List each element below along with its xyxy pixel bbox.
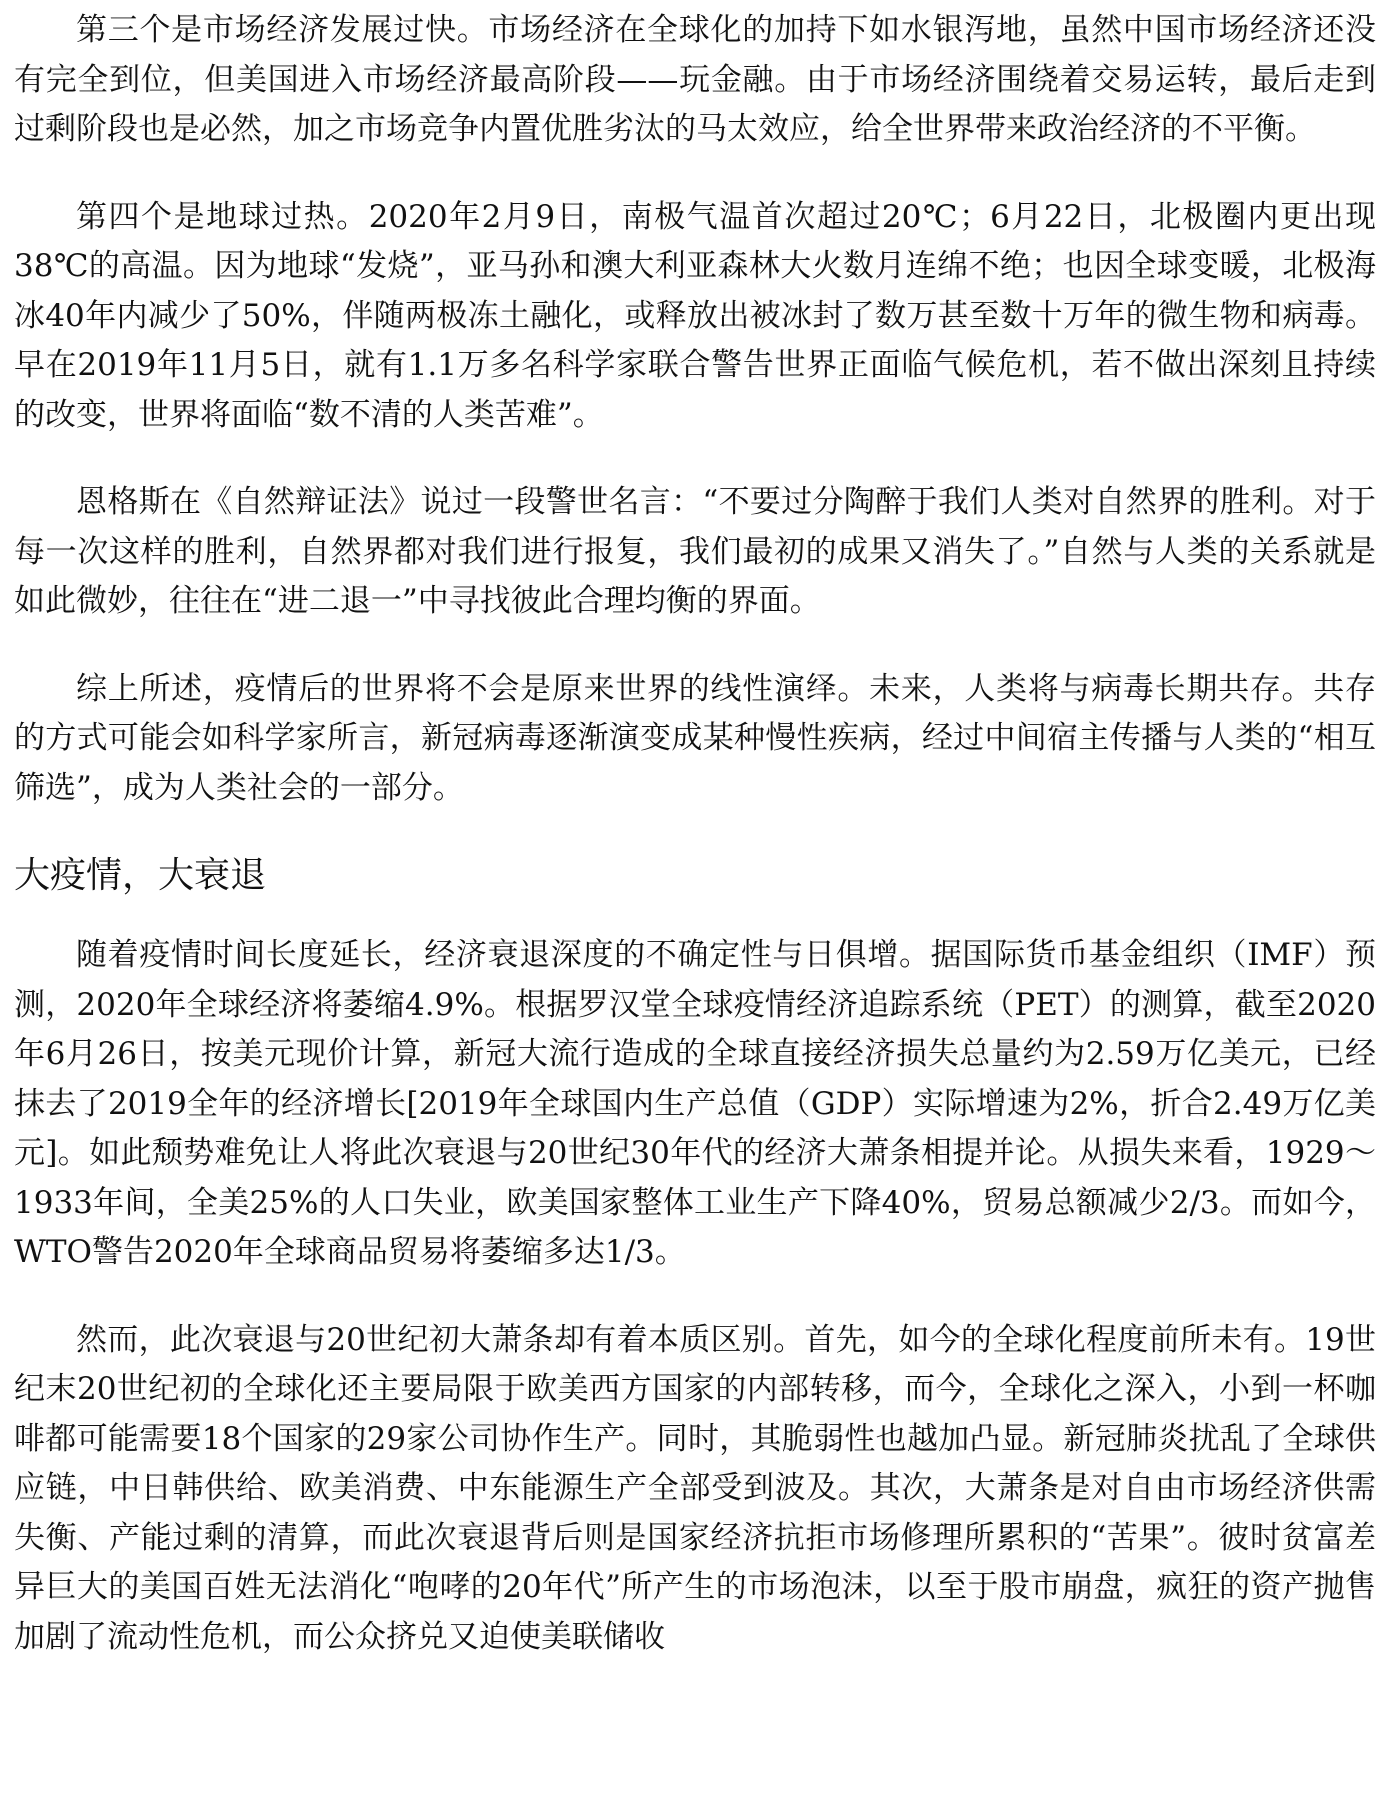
- document-page: [14, 6, 1376, 1700]
- paragraph-global-warming: 第四个是地球过热。2020年2月9日，南极气温首次超过20℃；6月22日，北极圈内更出现38℃的高温。因为地球“发烧”，亚马孙和澳大利亚森林大火数月连绵不绝；也因全球变暖，北极海冰40年内减少了50%，伴随两极冻土融化，或释放出被冰封了数万甚至数十万年的微生物和病毒。早在2019年11月5日，就有1.1万多名科学家联合警告世界正面临气候危机，若不做出深刻且持续的改变，世界将面临“数不清的人类苦难”。: [14, 198, 1376, 433]
- paragraph-engels-quote: 恩格斯在《自然辩证法》说过一段警世名言：“不要过分陶醉于我们人类对自然界的胜利。对于每一次这样的胜利，自然界都对我们进行报复，我们最初的成果又消失了。”自然与人类的关系就是如此微妙，往往在“进二退一”中寻找彼此合理均衡的界面。: [14, 484, 1376, 619]
- section-heading: 大疫情，大衰退: [14, 855, 267, 896]
- paragraph-summary: 综上所述，疫情后的世界将不会是原来世界的线性演绎。未来，人类将与病毒长期共存。共存的方式可能会如科学家所言，新冠病毒逐渐演变成某种慢性疾病，经过中间宿主传播与人类的“相互筛选”，成为人类社会的一部分。: [14, 670, 1376, 806]
- paragraph-market-economy: 第三个是市场经济发展过快。市场经济在全球化的加持下如水银泻地，虽然中国市场经济还没有完全到位，但美国进入市场经济最高阶段——玩金融。由于市场经济围绕着交易运转，最后走到过剩阶段也是必然，加之市场竞争内置优胜劣汰的马太效应，给全世界带来政治经济的不平衡。: [14, 12, 1376, 147]
- paragraph-great-depression-comparison: 然而，此次衰退与20世纪初大萧条却有着本质区别。首先，如今的全球化程度前所未有。19世纪末20世纪初的全球化还主要局限于欧美西方国家的内部转移，而今，全球化之深入，小到一杯咖啡都可能需要18个国家的29家公司协作生产。同时，其脆弱性也越加凸显。新冠肺炎扰乱了全球供应链，中日韩供给、欧美消费、中东能源生产全部受到波及。其次，大萧条是对自由市场经济供需失衡、产能过剩的清算，而此次衰退背后则是国家经济抗拒市场修理所累积的“苦果”。彼时贫富差异巨大的美国百姓无法消化“咆哮的20年代”所产生的市场泡沫，以至于股市崩盘，疯狂的资产抛售加剧了流动性危机，而公众挤兑又迫使美联储收: [14, 1321, 1376, 1655]
- paragraph-recession: 随着疫情时间长度延长，经济衰退深度的不确定性与日俱增。据国际货币基金组织（IMF）预测，2020年全球经济将萎缩4.9%。根据罗汉堂全球疫情经济追踪系统（PET）的测算，截至2020年6月26日，按美元现价计算，新冠大流行造成的全球直接经济损失总量约为2.59万亿美元，已经抹去了2019全年的经济增长[2019年全球国内生产总值（GDP）实际增速为2%，折合2.49万亿美元]。如此颓势难免让人将此次衰退与20世纪30年代的经济大萧条相提并论。从损失来看，1929～1933年间，全美25%的人口失业，欧美国家整体工业生产下降40%，贸易总额减少2/3。而如今，WTO警告2020年全球商品贸易将萎缩多达1/3。: [14, 937, 1376, 1270]
